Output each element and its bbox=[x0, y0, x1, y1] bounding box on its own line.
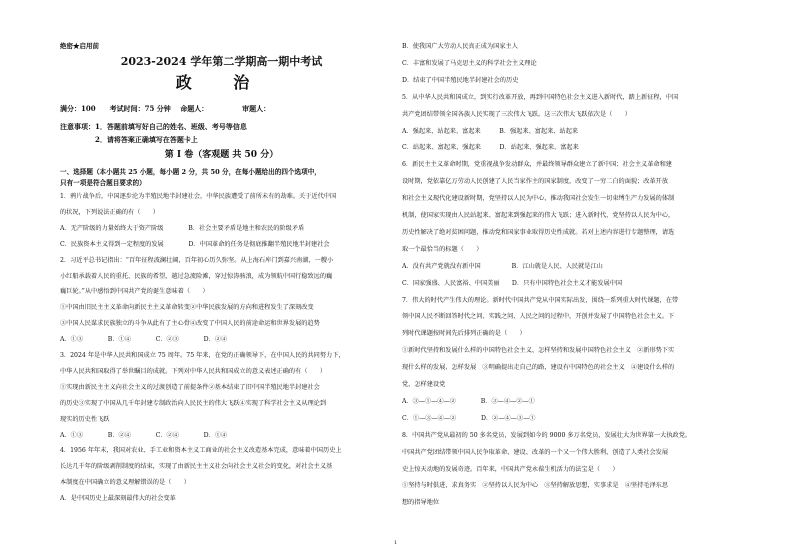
right-text-line: 取一个最恰当的标题（ ） bbox=[402, 245, 483, 253]
left-text-line: 巍巨轮。”从中感悟到中国共产党的诞生意味着（ ） bbox=[60, 288, 209, 296]
page-number: 1 bbox=[394, 540, 398, 546]
right-text-line: ①坚持与时俱进，求真务实 ②坚持以人民为中心 ③坚持解放思想，实事求是 ④坚持毛泽东思 bbox=[402, 482, 669, 490]
right-text-line: C．国家强盛、人民富裕、中国美丽 D．只有中国特色社会主义才能发展中国 bbox=[402, 279, 623, 287]
right-text-line: 想的指导地位 bbox=[402, 499, 440, 507]
right-text-line: C．丰富和发展了马克思主义的科学社会主义理论 bbox=[402, 59, 537, 67]
right-text-line: 领中国人民不断回答时代之问、实践之问、人民之问的过程中，开创并发展了中国特色社会主义。下 bbox=[402, 313, 675, 321]
section-title: 第 I 卷（客观题 共 50 分） bbox=[164, 150, 279, 160]
right-text-line: C．①—③—④—② D．②—④—③—① bbox=[402, 414, 536, 422]
section-instruction-1: 一、选择题（本小题共 25 小题，每小题 2 分，共 50 分，在每小题给出的四个选项中， bbox=[60, 168, 321, 176]
left-text-line: 现实的历史性飞跃 bbox=[60, 415, 110, 423]
right-text-line: A．③—①—④—② B．③—④—②—① bbox=[402, 397, 535, 405]
left-text-line: 1．鸦片战争后，中国逐步沦为半殖民地半封建社会，中华民族遭受了前所未有的劫难。关于近代中国 bbox=[60, 193, 337, 200]
right-text-line: A．强起来、站起来、富起来 B．强起来、富起来、站起来 bbox=[402, 127, 579, 135]
right-text-line: 和社会主义现代化建设新时期，党坚持以人民为中心，推动我国社会发生一切束缚生产力发展的体制 bbox=[402, 195, 675, 203]
left-text-line: 的历史③实现了中国从几千年封建专制政治向人民民主的伟大飞跃④实现了科学社会主义从理论到 bbox=[60, 399, 327, 407]
left-text-line: 长达几千年的阶级剥削制度的结束，实现了由新民主主义社会向社会主义社会的变化，对社会主义基 bbox=[60, 463, 333, 471]
left-text-line: 4．1956 年年末，我国对农业、手工业和资本主义工商业的社会主义改造基本完成，意味着中国历史上 bbox=[60, 447, 342, 455]
right-text-line: C．站起来、富起来、强起来 D．站起来、强起来、富起来 bbox=[402, 144, 579, 152]
right-text-line: 6．新民主主义革命时期，党重视战争发动群众，并最终领导群众建立了新中国；社会主义革命和建 bbox=[402, 161, 672, 169]
left-text-line: 2．习近平总书记指出：“百年征程波澜壮阔，百年初心历久弥坚。从上海石库门到嘉兴南湖，一艘小 bbox=[60, 256, 334, 264]
right-text-line: 史上惊天动地的发展奇迹。百年来，中国共产党永葆生机活力的法宝是（ ） bbox=[402, 465, 619, 473]
left-text-line: ①实现由新民主主义向社会主义的过渡创造了前提条件②基本结束了旧中国半殖民地半封建社会 bbox=[60, 383, 320, 391]
left-text-line: A．①③ B．①④ C．②③ D．②④ bbox=[60, 336, 228, 344]
right-text-line: 设时期，党依靠亿万劳动人民创建了人民当家作主的国家制度，改变了一穷二白的面貌；改革开放 bbox=[402, 178, 669, 186]
exam-title: 2023-2024 学年第二学期高一期中考试 bbox=[120, 55, 323, 68]
right-text-line: B．使我国广大劳动人民真正成为国家主人 bbox=[402, 43, 518, 50]
secret-label: 绝密★启用前 bbox=[60, 42, 99, 50]
left-text-line: A．是中国历史上最深刻最伟大的社会变革 bbox=[60, 495, 176, 503]
left-text-line: ①中国由旧民主主义革命向新民主主义革命转变②中华民族发展的方向和进程发生了深刻改变 bbox=[60, 304, 314, 312]
section-instruction-2: 只有一项是符合题目要求的） bbox=[60, 179, 146, 187]
right-text-line: 7．伟大的时代产生伟大的理论。新时代中国共产党从中国实际出发，围绕一系列重大时代课题，在带 bbox=[402, 296, 679, 304]
left-text-line: ③中国人民谋求民族独立的斗争从此有了主心骨④改变了中国人民的前途命运和世界发展的趋势 bbox=[60, 320, 320, 328]
right-text-line: 5．从中华人民共和国成立，到实行改革开放，再到中国特色社会主义进入新时代，踏上新征程，中国 bbox=[402, 93, 679, 101]
right-text-line: 机制，使国家实现由人民站起来、富起来到强起来的伟大飞跃；进入新时代，党坚持以人民为中心， bbox=[402, 212, 675, 219]
left-text-line: 本制度在中国确立的意义理解错误的是（ ） bbox=[60, 479, 190, 487]
subject-title: 政 治 bbox=[175, 73, 268, 92]
right-text-line: A．没有共产党就没有新中国 B．江山就是人民、人民就是江山 bbox=[402, 262, 603, 270]
note-2: 2．请将答案正确填写在答题卡上 bbox=[60, 135, 198, 144]
left-text-line: 3．2024 年是中华人民共和国成立 75 周年。75 年来，在党的正确领导下，在中国人民的共同努力下， bbox=[60, 352, 345, 359]
left-text-line: 中华人民共和国取得了举世瞩目的成就。下列对中华人民共和国成立的意义表述正确的有（ ） bbox=[60, 367, 327, 375]
left-text-line: A．无产阶级的力量始终大于资产阶级 B．社会主要矛盾是地主和农民的阶级矛盾 bbox=[60, 224, 305, 232]
left-text-line: 小红船承载着人民的重托、民族的希望，越过急流险滩，穿过惊涛骇浪，成为领航中国行稳致远的巍 bbox=[60, 272, 333, 280]
left-text-line: A．①③ B．②④ C．②④ D．①④ bbox=[60, 431, 228, 439]
right-text-line: 8．中国共产党从最初的 50 多名党员，发展到如今的 9000 多万名党员，发展壮大为世界第一大执政党。 bbox=[402, 431, 692, 439]
right-text-line: 党，怎样建设党 bbox=[402, 381, 446, 388]
left-text-line: 的状况，下列说法正确的有（ ） bbox=[60, 208, 159, 216]
right-text-line: 共产党团结带领全国各族人民实现了三次伟大飞跃。这三次伟大飞跃依次是（ ） bbox=[402, 110, 631, 118]
right-text-line: 历史性解决了绝对贫困问题，推动党和国家事业取得历史性成就。若对上述内容进行专题整理，请选 bbox=[402, 228, 675, 236]
right-text-line: D．结束了中国半殖民地半封建社会的历史 bbox=[402, 76, 519, 84]
right-text-line: 现什么样的发展、怎样发展 ③明确提出走自己的路，建设有中国特色的社会主义 ④建设什么样的 bbox=[402, 364, 675, 372]
exam-meta: 满分：100 考试时间：75 分钟 命题人： 审题人： bbox=[60, 104, 271, 113]
right-text-line: 中国共产党团结带领中国人民争取革命、建设、改革的一个又一个伟大胜利，创造了人类社会发展 bbox=[402, 448, 669, 456]
note-1: 注意事项：1．答题前填写好自己的姓名、班级、考号等信息 bbox=[60, 122, 247, 131]
right-text-line: 列时代课题按时间先后排列正确的是（ ） bbox=[402, 330, 526, 338]
right-text-line: ①新时代坚持和发展什么样的中国特色社会主义、怎样坚持和发展中国特色社会主义 ②新形势下实 bbox=[402, 347, 675, 355]
left-text-line: C．民族资本主义得到一定程度的发展 D．中国革命的任务是彻底推翻半殖民地半封建社会 bbox=[60, 240, 330, 248]
